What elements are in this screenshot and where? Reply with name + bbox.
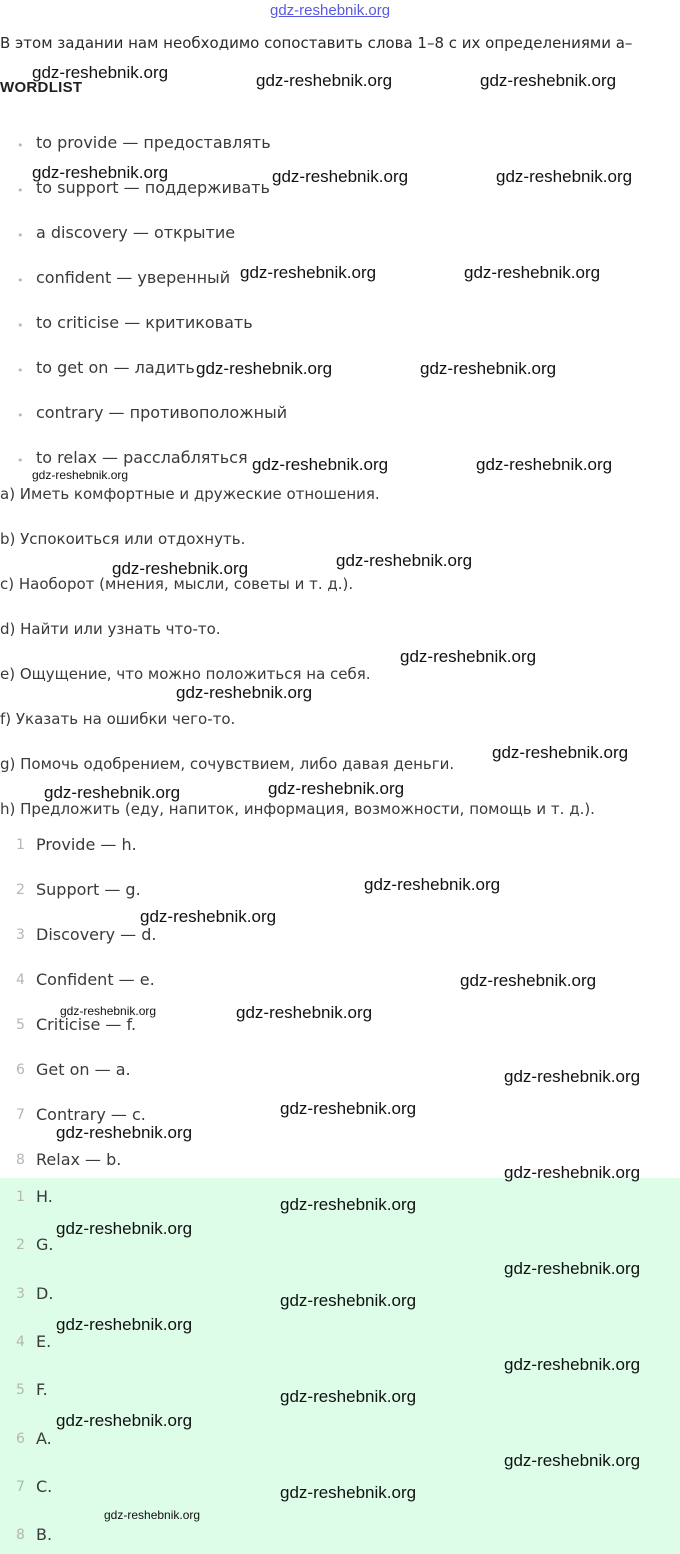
- answer-item: F.: [36, 1380, 48, 1399]
- definition-a: a) Иметь комфортные и дружеские отношения.: [0, 485, 380, 503]
- answer-number: 8: [16, 1527, 25, 1543]
- answer-number: 4: [16, 1334, 25, 1350]
- match-number: 4: [16, 972, 25, 988]
- bullet-icon: •: [17, 274, 24, 287]
- match-number: 3: [16, 927, 25, 943]
- watermark: gdz-reshebnik.org: [492, 743, 629, 762]
- watermark: gdz-reshebnik.org: [32, 468, 129, 482]
- answer-item: B.: [36, 1525, 53, 1544]
- match-number: 8: [16, 1152, 25, 1168]
- answer-item: E.: [36, 1332, 52, 1351]
- definition-d: d) Найти или узнать что-то.: [0, 620, 221, 638]
- bullet-icon: •: [17, 184, 24, 197]
- match-item: Get on — a.: [36, 1060, 131, 1079]
- watermark: gdz-reshebnik.org: [32, 63, 169, 82]
- answer-number: 1: [16, 1189, 25, 1205]
- watermark: gdz-reshebnik.org: [268, 779, 405, 798]
- watermark: gdz-reshebnik.org: [280, 1483, 417, 1502]
- match-item: Support — g.: [36, 880, 141, 899]
- task-intro: В этом задании нам необходимо сопоставить слова 1–8 с их определениями a–: [0, 34, 633, 52]
- match-number: 5: [16, 1017, 25, 1033]
- bullet-icon: •: [17, 409, 24, 422]
- watermark: gdz-reshebnik.org: [280, 1195, 417, 1214]
- watermark: gdz-reshebnik.org: [56, 1219, 193, 1238]
- definition-f: f) Указать на ошибки чего-то.: [0, 710, 236, 728]
- watermark: gdz-reshebnik.org: [56, 1411, 193, 1430]
- watermark: gdz-reshebnik.org: [196, 359, 333, 378]
- watermark: gdz-reshebnik.org: [504, 1163, 641, 1182]
- wordlist-item: to criticise — критиковать: [36, 313, 253, 332]
- match-item: Discovery — d.: [36, 925, 157, 944]
- match-number: 2: [16, 882, 25, 898]
- wordlist-item: to get on — ладить: [36, 358, 195, 377]
- watermark: gdz-reshebnik.org: [140, 907, 277, 926]
- bullet-icon: •: [17, 454, 24, 467]
- watermark: gdz-reshebnik.org: [280, 1387, 417, 1406]
- watermark: gdz-reshebnik.org: [60, 1004, 157, 1018]
- answer-number: 3: [16, 1286, 25, 1302]
- definition-b: b) Успокоиться или отдохнуть.: [0, 530, 246, 548]
- match-number: 6: [16, 1062, 25, 1078]
- watermark: gdz-reshebnik.org: [112, 559, 249, 578]
- match-number: 1: [16, 837, 25, 853]
- answer-item: D.: [36, 1284, 54, 1303]
- watermark: gdz-reshebnik.org: [252, 455, 389, 474]
- watermark: gdz-reshebnik.org: [256, 71, 393, 90]
- wordlist-heading: WORDLIST: [0, 79, 83, 96]
- watermark: gdz-reshebnik.org: [496, 167, 633, 186]
- bullet-icon: •: [17, 319, 24, 332]
- watermark: gdz-reshebnik.org: [460, 971, 597, 990]
- watermark: gdz-reshebnik.org: [504, 1259, 641, 1278]
- match-item: Contrary — c.: [36, 1105, 146, 1124]
- match-item: Confident — e.: [36, 970, 155, 989]
- watermark: gdz-reshebnik.org: [504, 1451, 641, 1470]
- wordlist-item: to support — поддерживать: [36, 178, 270, 197]
- watermark: gdz-reshebnik.org: [480, 71, 617, 90]
- wordlist-item: contrary — противоположный: [36, 403, 288, 422]
- answer-number: 5: [16, 1382, 25, 1398]
- watermark: gdz-reshebnik.org: [336, 551, 473, 570]
- match-number: 7: [16, 1107, 25, 1123]
- watermark: gdz-reshebnik.org: [420, 359, 557, 378]
- bullet-icon: •: [17, 229, 24, 242]
- watermark: gdz-reshebnik.org: [44, 783, 181, 802]
- answer-number: 7: [16, 1479, 25, 1495]
- site-link[interactable]: gdz-reshebnik.org: [270, 2, 391, 19]
- answer-item: G.: [36, 1235, 54, 1254]
- answer-number: 2: [16, 1237, 25, 1253]
- watermark: gdz-reshebnik.org: [240, 263, 377, 282]
- watermark: gdz-reshebnik.org: [476, 455, 613, 474]
- watermark: gdz-reshebnik.org: [32, 163, 169, 182]
- bullet-icon: •: [17, 139, 24, 152]
- watermark: gdz-reshebnik.org: [364, 875, 501, 894]
- definition-g: g) Помочь одобрением, сочувствием, либо давая деньги.: [0, 755, 455, 773]
- wordlist-item: a discovery — открытие: [36, 223, 236, 242]
- watermark: gdz-reshebnik.org: [56, 1123, 193, 1142]
- watermark: gdz-reshebnik.org: [400, 647, 537, 666]
- answer-item: C.: [36, 1477, 53, 1496]
- watermark: gdz-reshebnik.org: [272, 167, 409, 186]
- watermark: gdz-reshebnik.org: [56, 1315, 193, 1334]
- answer-item: A.: [36, 1429, 52, 1448]
- match-item: Relax — b.: [36, 1150, 122, 1169]
- bullet-icon: •: [17, 364, 24, 377]
- definition-h: h) Предложить (еду, напиток, информация, возможности, помощь и т. д.).: [0, 800, 595, 818]
- watermark: gdz-reshebnik.org: [504, 1067, 641, 1086]
- match-item: Criticise — f.: [36, 1015, 137, 1034]
- match-item: Provide — h.: [36, 835, 137, 854]
- wordlist-item: to provide — предоставлять: [36, 133, 271, 152]
- watermark: gdz-reshebnik.org: [504, 1355, 641, 1374]
- watermark: gdz-reshebnik.org: [464, 263, 601, 282]
- watermark: gdz-reshebnik.org: [236, 1003, 373, 1022]
- wordlist-item: confident — уверенный: [36, 268, 231, 287]
- wordlist-item: to relax — расслабляться: [36, 448, 248, 467]
- answer-item: H.: [36, 1187, 53, 1206]
- answer-number: 6: [16, 1431, 25, 1447]
- definition-e: e) Ощущение, что можно положиться на себя.: [0, 665, 371, 683]
- definition-c: c) Наоборот (мнения, мысли, советы и т. д.).: [0, 575, 354, 593]
- watermark: gdz-reshebnik.org: [280, 1291, 417, 1310]
- watermark: gdz-reshebnik.org: [104, 1508, 201, 1522]
- watermark: gdz-reshebnik.org: [280, 1099, 417, 1118]
- watermark: gdz-reshebnik.org: [176, 683, 313, 702]
